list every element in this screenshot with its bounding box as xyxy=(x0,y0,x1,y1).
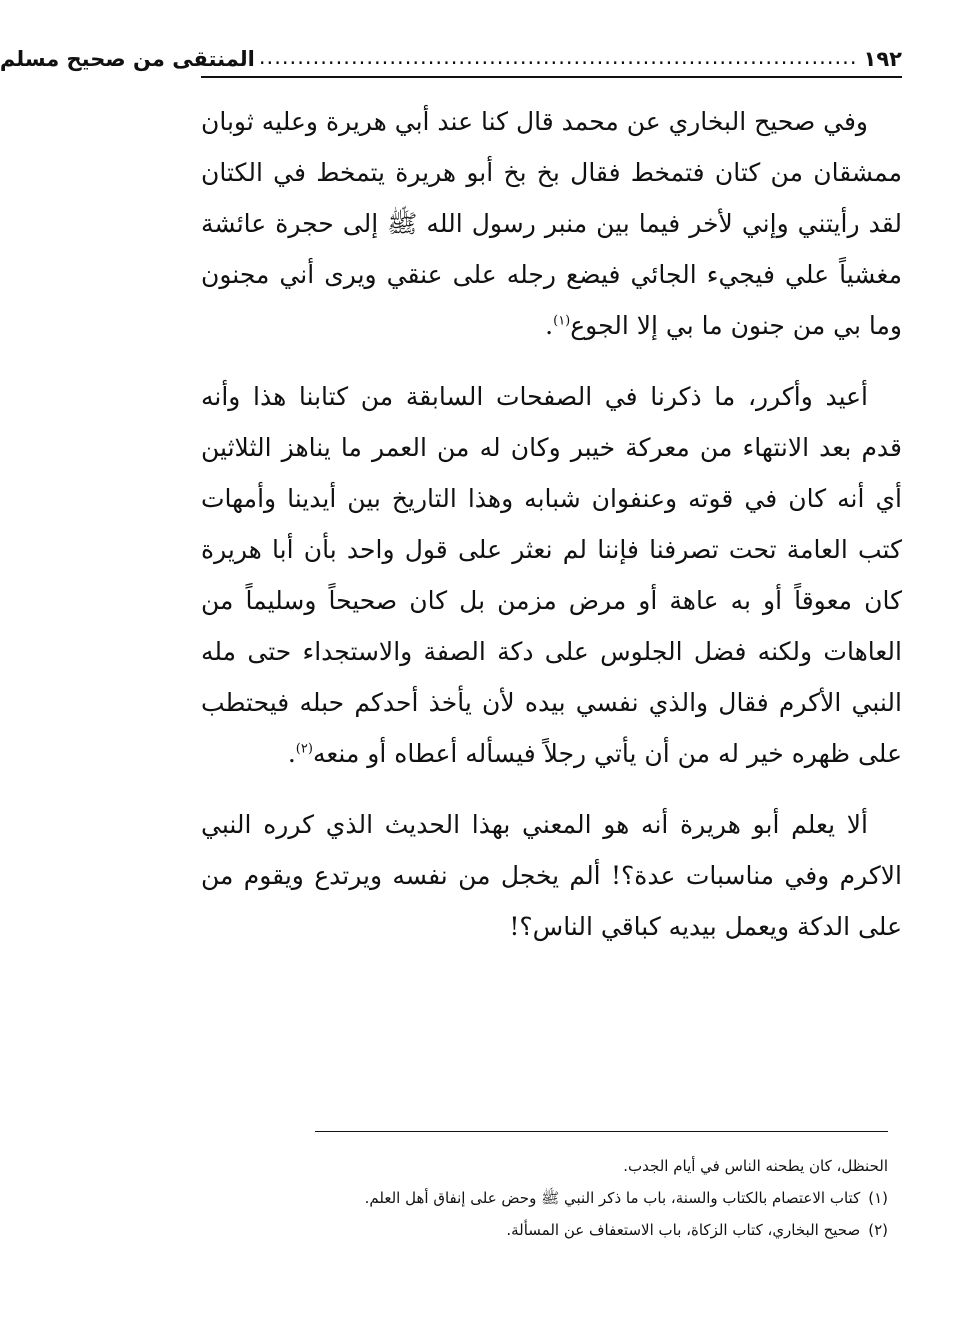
footnote-1 xyxy=(201,1182,888,1214)
footnote-1-text: كتاب الاعتصام بالكتاب والسنة، باب ما ذكر النبي ﷺ وحض على إنفاق أهل العلم. xyxy=(364,1189,861,1207)
paragraph-2-text: أعيد وأكرر، ما ذكرنا في الصفحات السابقة من كتابنا هذا وأنه قدم بعد الانتهاء من معركة خيبر وكان له من العمر ما يناهز الثلاثين أي أنه كان في قوته وعنفوان شبابه وهذا التاريخ بين أيدينا وأمهات كتب العامة تحت تصرفنا فإننا لم نعثر على قول واحد بأن أبا هريرة كان معوقاً أو به عاهة أو مرض مزمن بل كان صحيحاً وسليماً من العاهات ولكنه فضل الجلوس على دكة الصفة والاستجداء حتى مله النبي الأكرم فقال والذي نفسي بيده لأن يأخذ أحدكم حبله فيحتطب على ظهره خير له من أن يأتي رجلاً فيسأله أعطاه أو منعه xyxy=(201,382,902,768)
footnote-ref-2: (٢) xyxy=(295,741,313,757)
footnotes xyxy=(201,1150,888,1246)
footnote-carryover: الحنظل، كان يطحنه الناس في أيام الجدب. xyxy=(623,1157,888,1175)
paragraph-2 xyxy=(201,371,902,779)
running-header xyxy=(0,30,902,71)
footnote-2-text: صحيح البخاري، كتاب الزكاة، باب الاستعفاف عن المسألة. xyxy=(506,1221,861,1239)
main-text xyxy=(201,96,902,972)
footnote-ref-1: (١) xyxy=(553,313,571,329)
paragraph-3 xyxy=(201,799,902,952)
header-divider xyxy=(201,76,902,78)
paragraph-1-end: . xyxy=(545,311,554,340)
book-title: المنتقى من صحيح مسلم xyxy=(0,47,255,71)
header-leader-dots: .............................................................................. xyxy=(258,45,858,69)
paragraph-1-text: وفي صحيح البخاري عن محمد قال كنا عند أبي هريرة وعليه ثوبان ممشقان من كتان فتمخط فقال بخ بخ أبو هريرة يتمخط في الكتان لقد رأيتني وإني لأخر فيما بين منبر رسول الله ﷺ إلى حجرة عائشة مغشياً علي فيجيء الجائي فيضع رجله على عنقي ويرى أني مجنون وما بي من جنون ما بي إلا الجوع xyxy=(201,107,902,340)
paragraph-1 xyxy=(201,96,902,351)
footnote-2-number: (٢) xyxy=(868,1221,888,1239)
paragraph-3-text: ألا يعلم أبو هريرة أنه هو المعني بهذا الحديث الذي كرره النبي الاكرم وفي مناسبات عدة؟! ألم يخجل من نفسه ويرتدع ويقوم من على الدكة ويعمل بيديه كباقي الناس؟! xyxy=(201,810,902,941)
footnote-2 xyxy=(201,1214,888,1246)
paragraph-2-end: . xyxy=(287,739,296,768)
footnote-divider xyxy=(315,1131,888,1132)
page-number: ١٩٢ xyxy=(863,47,902,71)
footnote-1-number: (١) xyxy=(868,1189,888,1207)
